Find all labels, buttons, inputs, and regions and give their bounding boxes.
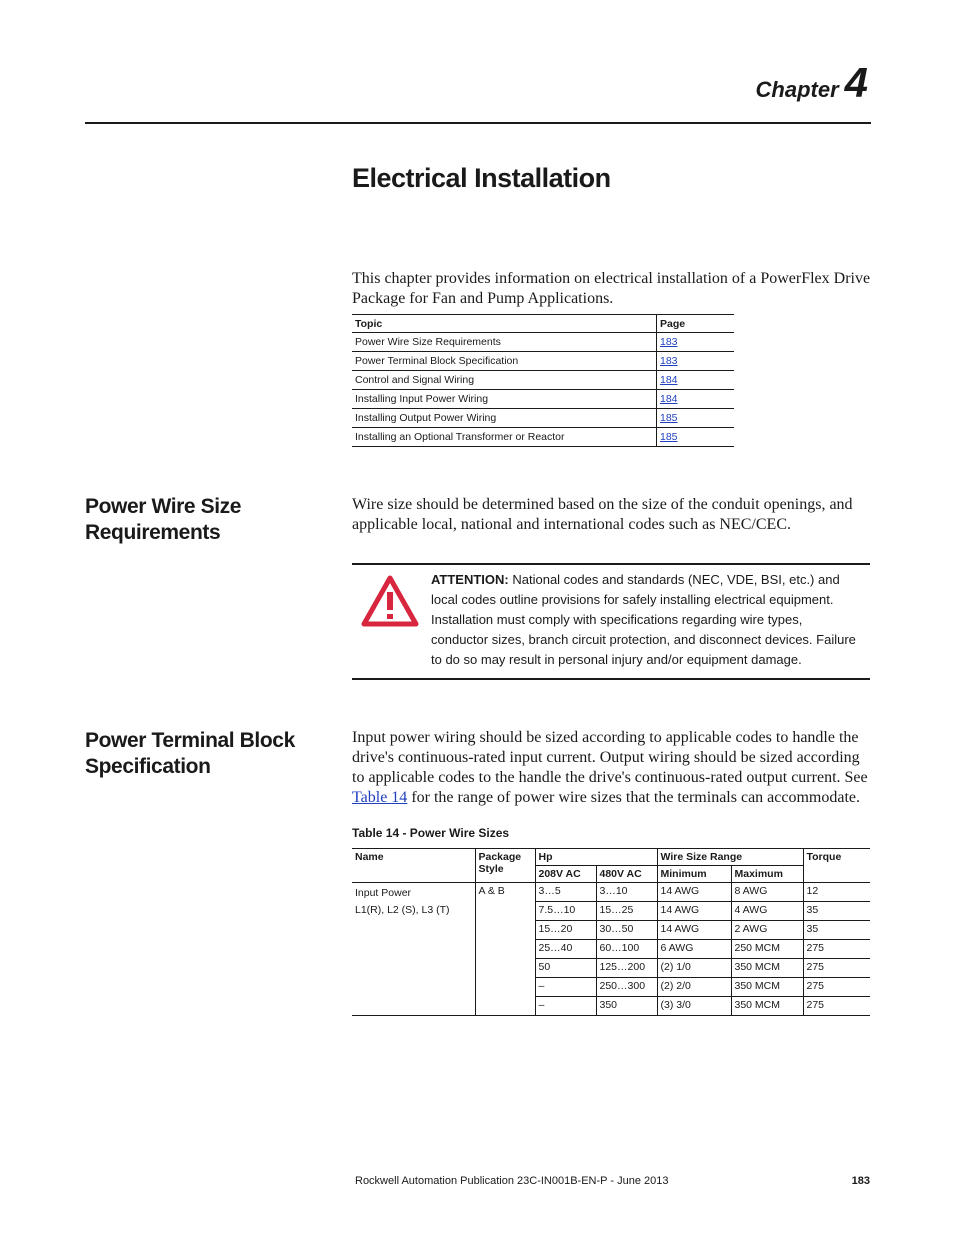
cell-maximum: 350 MCM xyxy=(731,959,803,978)
cell-maximum: 4 AWG xyxy=(731,902,803,921)
torque-header: Torque xyxy=(803,849,870,883)
attention-text xyxy=(431,570,861,670)
cell-maximum: 2 AWG xyxy=(731,921,803,940)
terminal-text-after: for the range of power wire sizes that the terminals can accommodate. xyxy=(407,789,861,806)
name-line-1: Input Power xyxy=(355,887,412,899)
cell-torque: 35 xyxy=(803,921,870,940)
page-link[interactable]: 184 xyxy=(660,393,678,405)
cell-maximum: 8 AWG xyxy=(731,883,803,902)
table-row xyxy=(352,333,734,352)
cell-208v: 25…40 xyxy=(535,940,596,959)
topic-table xyxy=(352,314,734,447)
topic-cell: Installing an Optional Transformer or Reactor xyxy=(352,428,657,447)
cell-208v: – xyxy=(535,978,596,997)
cell-minimum: (3) 3/0 xyxy=(657,997,731,1016)
page-link[interactable]: 184 xyxy=(660,374,678,386)
attention-label: ATTENTION: xyxy=(431,572,509,587)
name-cell xyxy=(352,883,475,1016)
cell-minimum: 6 AWG xyxy=(657,940,731,959)
package-style-header: Package Style xyxy=(475,849,535,883)
section-heading-terminal-block: Power Terminal Block Specification xyxy=(85,729,295,778)
intro-paragraph: This chapter provides information on electrical installation of a PowerFlex Drive Package for Fan and Pump Applications. xyxy=(352,270,871,307)
topic-cell: Installing Input Power Wiring xyxy=(352,390,657,409)
topic-cell: Power Terminal Block Specification xyxy=(352,352,657,371)
cell-208v: 3…5 xyxy=(535,883,596,902)
page-link[interactable]: 185 xyxy=(660,431,678,443)
page-title: Electrical Installation xyxy=(352,163,611,193)
cell-208v: 15…20 xyxy=(535,921,596,940)
name-line-2: L1(R), L2 (S), L3 (T) xyxy=(355,904,450,916)
cell-480v: 30…50 xyxy=(596,921,657,940)
topic-cell: Control and Signal Wiring xyxy=(352,371,657,390)
chapter-word: Chapter xyxy=(755,77,839,102)
footer-page-number: 183 xyxy=(851,1175,870,1187)
topic-cell: Power Wire Size Requirements xyxy=(352,333,657,352)
warning-triangle-icon xyxy=(360,574,420,628)
maximum-header: Maximum xyxy=(731,866,803,883)
cell-minimum: 14 AWG xyxy=(657,902,731,921)
wire-size-range-header: Wire Size Range xyxy=(657,849,803,866)
cell-480v: 125…200 xyxy=(596,959,657,978)
cell-maximum: 250 MCM xyxy=(731,940,803,959)
table-14-link[interactable]: Table 14 xyxy=(352,789,408,806)
table-row xyxy=(352,409,734,428)
cell-minimum: 14 AWG xyxy=(657,883,731,902)
cell-torque: 35 xyxy=(803,902,870,921)
cell-minimum: (2) 1/0 xyxy=(657,959,731,978)
table-row xyxy=(352,883,870,902)
cell-torque: 275 xyxy=(803,978,870,997)
chapter-rule xyxy=(85,122,871,124)
cell-480v: 60…100 xyxy=(596,940,657,959)
cell-torque: 12 xyxy=(803,883,870,902)
cell-208v: 50 xyxy=(535,959,596,978)
cell-480v: 15…25 xyxy=(596,902,657,921)
cell-torque: 275 xyxy=(803,997,870,1016)
cell-torque: 275 xyxy=(803,940,870,959)
cell-480v: 250…300 xyxy=(596,978,657,997)
480v-header: 480V AC xyxy=(596,866,657,883)
terminal-paragraph xyxy=(352,728,874,808)
cell-minimum: 14 AWG xyxy=(657,921,731,940)
table-header-row xyxy=(352,849,870,866)
page-link[interactable]: 183 xyxy=(660,336,678,348)
page-header: Page xyxy=(657,315,735,333)
cell-maximum: 350 MCM xyxy=(731,997,803,1016)
terminal-text-before: Input power wiring should be sized according to applicable codes to handle the drive's continuous-rated input current. Output wiring should be sized according to applicable codes to the handle the drive's continuous-rated output current. See xyxy=(352,729,868,786)
attention-body: National codes and standards (NEC, VDE, BSI, etc.) and local codes outline provisions for safely installing electrical equipment. Installation must comply with specifications regarding wire types, conductor sizes, branch circuit protection, and disconnect devices. Failure to do so may result in personal injury and/or equipment damage. xyxy=(431,572,856,667)
topic-cell: Installing Output Power Wiring xyxy=(352,409,657,428)
cell-480v: 350 xyxy=(596,997,657,1016)
power-wire-table xyxy=(352,848,870,1016)
chapter-number: 4 xyxy=(844,59,868,106)
table-row xyxy=(352,371,734,390)
name-header: Name xyxy=(352,849,475,883)
cell-480v: 3…10 xyxy=(596,883,657,902)
cell-torque: 275 xyxy=(803,959,870,978)
page-link[interactable]: 185 xyxy=(660,412,678,424)
table-row xyxy=(352,390,734,409)
page-link[interactable]: 183 xyxy=(660,355,678,367)
topic-header: Topic xyxy=(352,315,657,333)
table-caption: Table 14 - Power Wire Sizes xyxy=(352,826,510,840)
208v-header: 208V AC xyxy=(535,866,596,883)
cell-208v: – xyxy=(535,997,596,1016)
footer-publication: Rockwell Automation Publication 23C-IN001B-EN-P - June 2013 xyxy=(355,1175,669,1187)
minimum-header: Minimum xyxy=(657,866,731,883)
cell-minimum: (2) 2/0 xyxy=(657,978,731,997)
hp-header: Hp xyxy=(535,849,657,866)
table-row xyxy=(352,428,734,447)
cell-maximum: 350 MCM xyxy=(731,978,803,997)
table-row xyxy=(352,352,734,371)
package-style-cell: A & B xyxy=(475,883,535,1016)
section-heading-power-wire: Power Wire Size Requirements xyxy=(85,495,242,544)
topic-table-header xyxy=(352,315,734,333)
cell-208v: 7.5…10 xyxy=(535,902,596,921)
attention-box xyxy=(352,563,870,680)
power-wire-paragraph: Wire size should be determined based on the size of the conduit openings, and applicable local, national and international codes such as NEC/CEC. xyxy=(352,496,853,533)
chapter-label xyxy=(755,59,868,106)
